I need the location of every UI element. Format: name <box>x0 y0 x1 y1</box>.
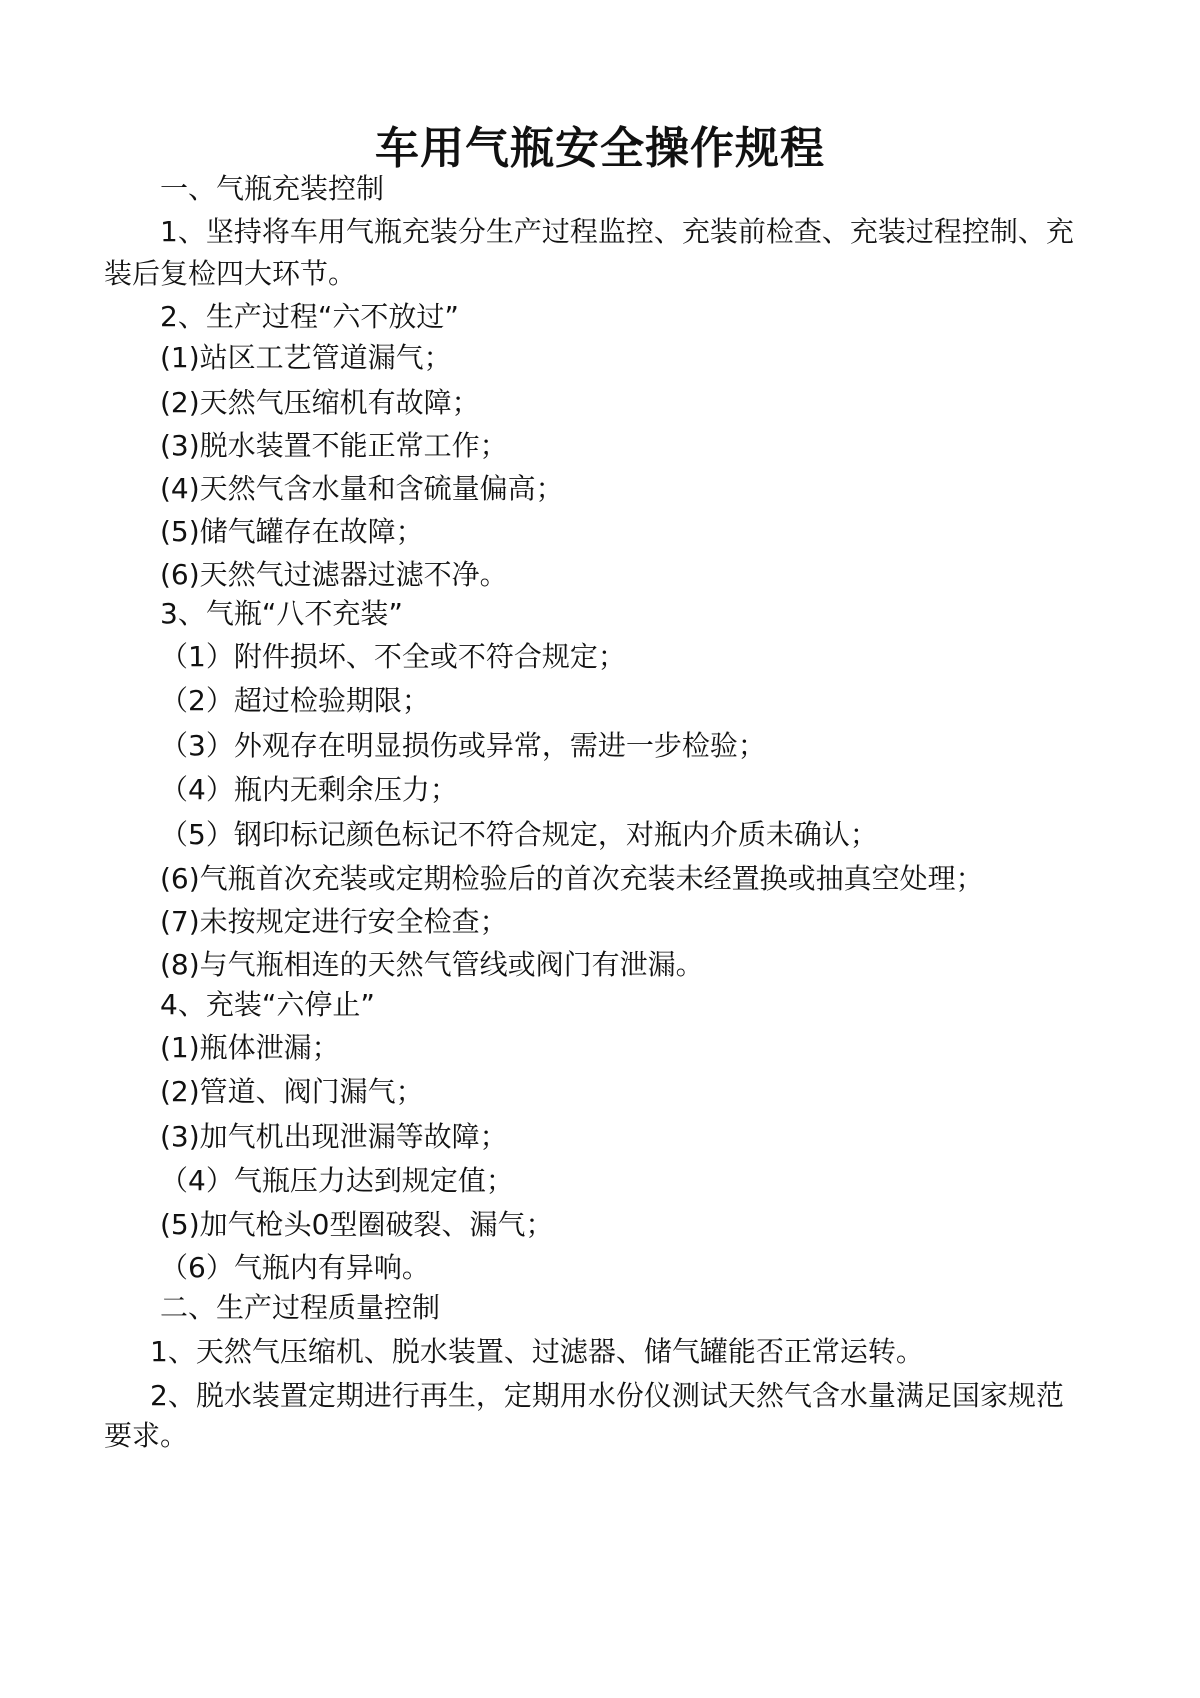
document-title: 车用气瓶安全操作规程 <box>375 123 825 174</box>
subheading: 2、生产过程“六不放过” <box>160 300 459 333</box>
paragraph-line: 2、脱水装置定期进行再生，定期用水份仪测试天然气含水量满足国家规范 <box>150 1379 1064 1412</box>
section-heading-2: 二、生产过程质量控制 <box>160 1291 441 1324</box>
list-item: （5）钢印标记颜色标记不符合规定，对瓶内介质未确认； <box>160 818 878 851</box>
list-item: (7)未按规定进行安全检查； <box>160 905 508 938</box>
list-item: （2）超过检验期限； <box>160 684 430 717</box>
section-heading-1: 一、气瓶充装控制 <box>160 172 385 205</box>
list-item: (5)储气罐存在故障； <box>160 515 424 548</box>
list-item: (2)天然气压缩机有故障； <box>160 386 480 419</box>
list-item: (1)瓶体泄漏； <box>160 1031 340 1064</box>
subheading: 4、充装“六停止” <box>160 988 375 1021</box>
paragraph-line: 要求。 <box>104 1419 189 1452</box>
list-item: （6）气瓶内有异响。 <box>160 1251 430 1284</box>
subheading: 3、气瓶“八不充装” <box>160 597 403 630</box>
list-item: (5)加气枪头0型圈破裂、漏气； <box>160 1208 554 1241</box>
list-item: （4）气瓶压力达到规定值； <box>160 1164 514 1197</box>
list-item: (6)气瓶首次充装或定期检验后的首次充装未经置换或抽真空处理； <box>160 862 984 895</box>
list-item: (3)加气机出现泄漏等故障； <box>160 1120 508 1153</box>
paragraph-line: 装后复检四大环节。 <box>104 257 357 290</box>
list-item: (8)与气瓶相连的天然气管线或阀门有泄漏。 <box>160 948 704 981</box>
list-item: (3)脱水装置不能正常工作； <box>160 429 508 462</box>
list-item: （3）外观存在明显损伤或异常，需进一步检验； <box>160 729 766 762</box>
paragraph-line: 1、坚持将车用气瓶充装分生产过程监控、充装前检查、充装过程控制、充 <box>160 215 1074 248</box>
list-item: （1）附件损坏、不全或不符合规定； <box>160 640 626 673</box>
list-item: (1)站区工艺管道漏气； <box>160 341 452 374</box>
list-item: (2)管道、阀门漏气； <box>160 1075 424 1108</box>
list-item: （4）瓶内无剩余压力； <box>160 773 458 806</box>
paragraph-line: 1、天然气压缩机、脱水装置、过滤器、储气罐能否正常运转。 <box>150 1335 924 1368</box>
list-item: (4)天然气含水量和含硫量偏高； <box>160 472 564 505</box>
list-item: (6)天然气过滤器过滤不净。 <box>160 558 508 591</box>
